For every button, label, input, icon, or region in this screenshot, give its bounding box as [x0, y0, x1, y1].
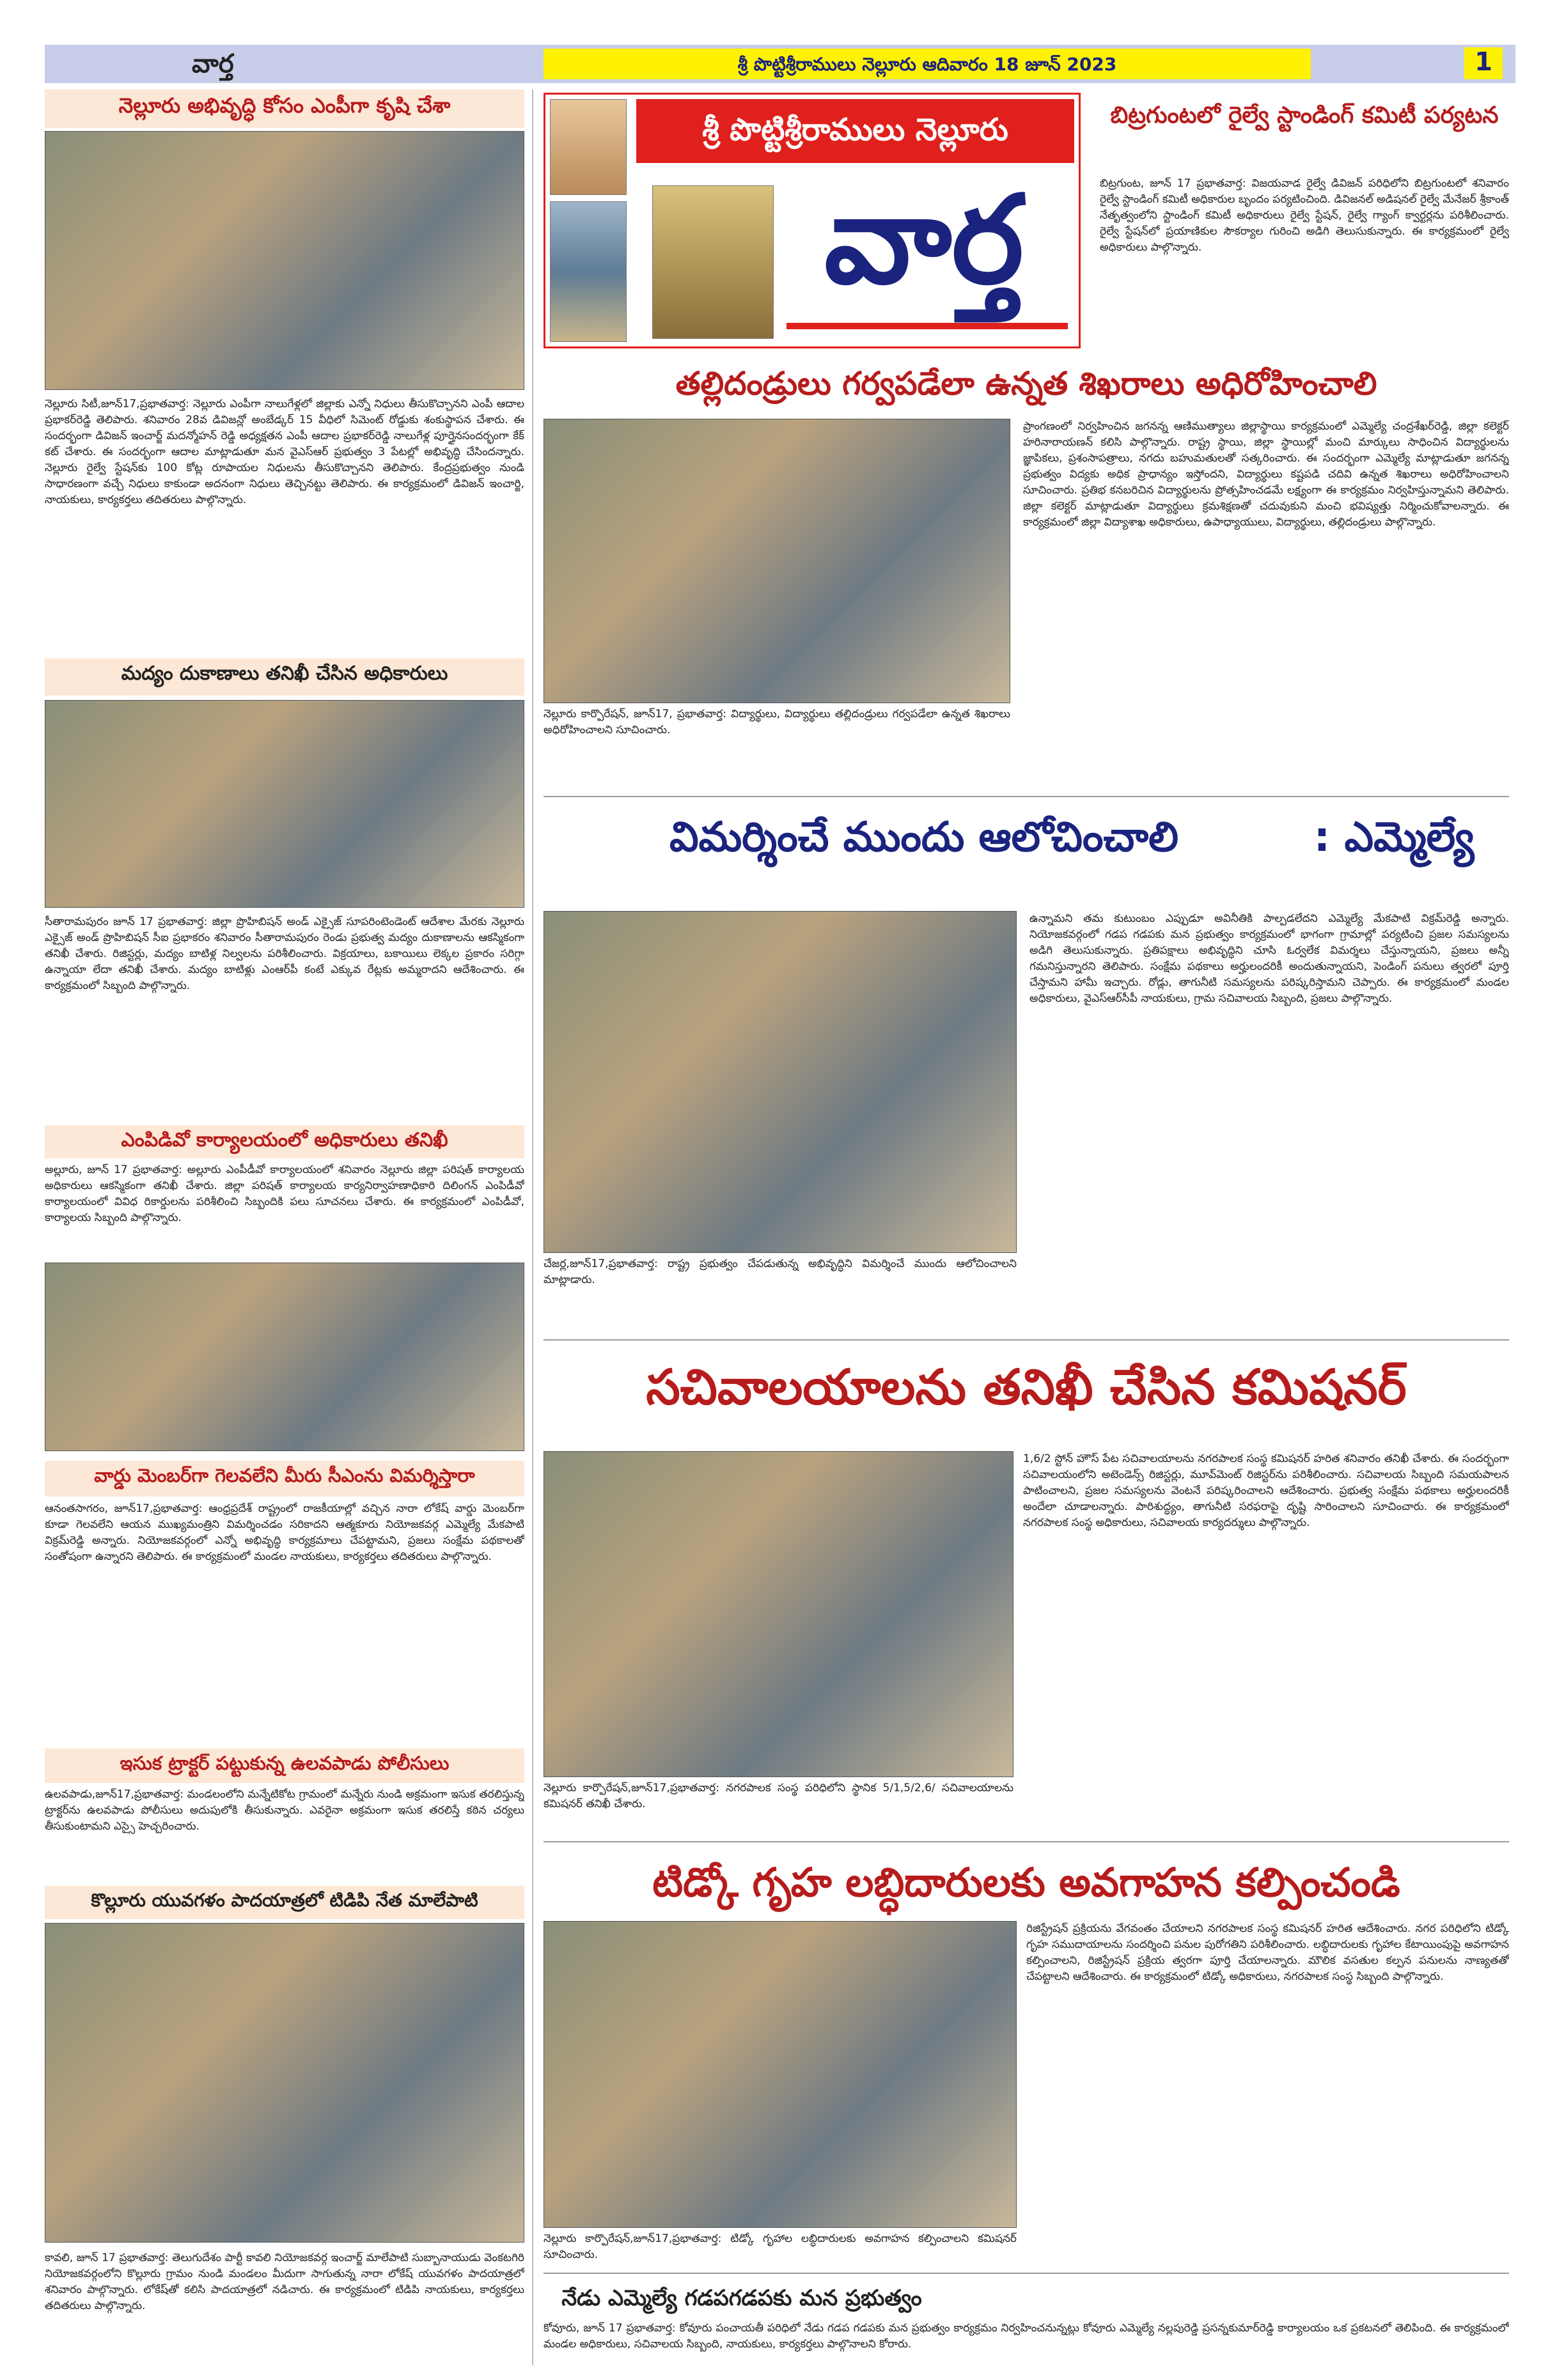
masthead-logo: వార్త: [824, 168, 1024, 311]
mla-photo-caption: చేజర్ల,జూన్17,ప్రభాతవార్త: రాష్ట్ర ప్రభుత్వం చేపడుతున్న అభివృద్ధిని విమర్శించే ముందు ఆలోచించాలని మాట్లాడారు.: [544, 1257, 1017, 1286]
think-before-criticize-headline: విమర్శించే ముందు ఆలోచించాలి: [669, 814, 1178, 861]
section-divider: [544, 796, 1509, 797]
parents-proud-headline: తల్లిదండ్రులు గర్వపడేలా ఉన్నత శిఖరాలు అధిరోహించాలి: [675, 365, 1377, 402]
awards-ceremony-photo: [544, 419, 1010, 703]
commissioner-inspection-body: 1,6/2 స్టోన్ హౌస్ పేట సచివాలయాలను నగరపాలక సంస్థ కమిషనర్ హరిత శనివారం తనిఖీ చేశారు. ఈ సందర్భంగా సచివాలయంలోని అటెండెన్స్ రిజిస్టర్లు, మూవ్‌మెంట్ రిజిస్టర్‌ను పరిశీలించారు. సచివాలయ సిబ్బంది సమయపాలన పాటించాలని, ప్రజల సమస్యలను వెంటనే పరిష్కరించాలని ఆదేశించారు. ప్రభుత్వ సంక్షేమ పథకాలు అర్హులందరికీ అందేలా చూడాలన్నారు. పారిశుద్ధ్యం, తాగునీటి సరఫరాపై దృష్టి సారించాలని సూచించారు. ఈ కార్యక్రమంలో నగరపాలక సంస్థ అధికారులు, సచివాలయ కార్యదర్శులు పాల్గొన్నారు.: [1023, 1452, 1509, 1529]
masthead-photo-collage: [550, 201, 627, 342]
left-story2-body: సీతారామపురం జూన్ 17 ప్రభాతవార్త: జిల్లా ప్రొహిబిషన్ అండ్ ఎక్సైజ్ సూపరింటెండెంట్ ఆదేశాల మేరకు నెల్లూరు ఎక్సైజ్ అండ్ ప్రొహిబిషన్ సీఐ ప్రభాకరం శనివారం సీతారామపురం రెండు ప్రభుత్వ మద్యం దుకాణాలను ఆకస్మికంగా తనిఖీ చేశారు. రిజిస్టర్లు, మద్యం బాటిళ్ల నిల్వలను పరిశీలించారు. విక్రయాలు, బకాయిలు లెక్కల ప్రకారం సరిగ్గా ఉన్నాయా లేదా తనిఖీ చేశారు. మద్యం బాటిళ్లు ఎంఆర్‌పీ కంటే ఎక్కువ రేట్లకు అమ్మరాదని ఆదేశించారు. ఈ కార్యక్రమంలో సిబ్బంది పాల్గొన్నారు.: [45, 915, 524, 992]
left-story2-photo: [45, 700, 524, 908]
left-story5-body: ఉలవపాడు,జూన్17,ప్రభాతవార్త: మండలంలోని మన్నేటికోట గ్రామంలో మన్నేరు నుండి అక్రమంగా ఇసుక తరలిస్తున్న ట్రాక్టర్‌ను ఉలవపాడు పోలీసులు అదుపులోకి తీసుకున్నారు. ఎవరైనా అక్రమంగా ఇసుక తరలిస్తే కఠిన చర్యలు తీసుకుంటామని ఎస్సై హెచ్చరించారు.: [45, 1788, 524, 1833]
gadapa-gadapa-body: కోవూరు, జూన్ 17 ప్రభాతవార్త: కోవూరు పంచాయతీ పరిధిలో నేడు గడప గడపకు మన ప్రభుత్వం కార్యక్రమం నిర్వహించనున్నట్లు కోవూరు ఎమ్మెల్యే నల్లపురెడ్డి ప్రసన్నకుమార్‌రెడ్డి కార్యాలయం ఒక ప్రకటనలో తెలిపింది. ఈ కార్యక్రమంలో మండల అధికారులు, సచివాలయ సిబ్బంది, నాయకులు, కార్యకర్తలు పాల్గొనాలని కోరారు.: [544, 2322, 1509, 2351]
section-divider: [544, 2273, 1509, 2274]
commissioner-photo-caption: నెల్లూరు కార్పొరేషన్,జూన్17,ప్రభాతవార్త: నగరపాలక సంస్థ పరిధిలోని స్థానిక 5/1,5/2,6/ సచివాలయాలను కమిషనర్ తనిఖీ చేశారు.: [544, 1782, 1013, 1810]
left-story3-body: అల్లూరు, జూన్ 17 ప్రభాతవార్త: అల్లూరు ఎంపీడీవో కార్యాలయంలో శనివారం నెల్లూరు జిల్లా పరిషత్ కార్యాలయ అధికారులు ఆకస్మికంగా తనిఖీ చేశారు. జిల్లా పరిషత్ కార్యాలయ కార్యనిర్వాహణాధికారి దిలింగన్ ఎంపిడీవో కార్యాలయంలో వివిధ రికార్డులను పరిశీలించి సిబ్బందికి పలు సూచనలు చేశారు. ఈ కార్యక్రమంలో ఎంపిడీవో, కార్యాలయ సిబ్బంది పాల్గొన్నారు.: [45, 1163, 524, 1224]
left-story3-headline: ఎంపిడివో కార్యాలయంలో అధికారులు తనిఖీ: [45, 1125, 524, 1158]
commissioner-inspection-headline: సచివాలయాలను తనిఖీ చేసిన కమిషనర్: [646, 1358, 1407, 1415]
tidco-housing-headline: టిడ్కో గృహ లబ్ధిదారులకు అవగాహన కల్పించండి: [652, 1859, 1400, 1906]
left-story1-photo: [45, 131, 524, 390]
masthead-district: శ్రీ పొట్టిశ్రీరాములు నెల్లూరు: [636, 99, 1074, 163]
mla-village-visit-photo: [544, 911, 1017, 1253]
founder-portrait: [550, 99, 627, 195]
awards-photo-caption: నెల్లూరు కార్పొరేషన్, జూన్17, ప్రభాతవార్త: విద్యార్థులు, విద్యార్థులు తల్లిదండ్రులు గర్వపడేలా ఉన్నత శిఖరాలు అధిరోహించాలని సూచించారు.: [544, 708, 1010, 736]
gadapa-gadapa-headline: నేడు ఎమ్మెల్యే గడపగడపకు మన ప్రభుత్వం: [561, 2285, 922, 2311]
parents-proud-body: ప్రాంగణంలో నిర్వహించిన జగనన్న ఆణిముత్యాలు జిల్లాస్థాయి కార్యక్రమంలో ఎమ్మెల్యే చంద్రశేఖర్‌రెడ్డి, జిల్లా కలెక్టర్ హరినారాయణన్ కలిసి పాల్గొన్నారు. రాష్ట్ర స్థాయి, జిల్లా స్థాయిల్లో మంచి మార్కులు సాధించిన విద్యార్థులను జ్ఞాపికలు, ప్రశంసాపత్రాలు, నగదు బహుమతులతో సత్కరించారు. ఈ సందర్భంగా ఎమ్మెల్యే మాట్లాడుతూ జగనన్న ప్రభుత్వం విద్యకు అధిక ప్రాధాన్యం ఇస్తోందని, విద్యార్థులు కష్టపడి చదివి ఉన్నత శిఖరాలు అధిరోహించాలని సూచించారు. ప్రతిభ కనబరిచిన విద్యార్థులను ప్రోత్సహించడమే లక్ష్యంగా ఈ కార్యక్రమం నిర్వహిస్తున్నామని తెలిపారు. జిల్లా కలెక్టర్ మాట్లాడుతూ విద్యార్థులు క్రమశిక్షణతో చదువుకుని మంచి భవిష్యత్తు నిర్మించుకోవాలన్నారు. ఈ కార్యక్రమంలో జిల్లా విద్యాశాఖ అధికారులు, ఉపాధ్యాయులు, విద్యార్థులు, తల్లిదండ్రులు పాల్గొన్నారు.: [1023, 420, 1509, 529]
left-story2-headline: మద్యం దుకాణాలు తనిఖీ చేసిన అధికారులు: [45, 658, 524, 696]
left-story4-body: ఆనంతసాగరం, జూన్17,ప్రభాతవార్త: ఆంధ్రప్రదేశ్ రాష్ట్రంలో రాజకీయాల్లో వచ్చిన నారా లోకేష్ వార్డు మెంబర్‌గా కూడా గెలవలేని ఆయన ముఖ్యమంత్రిని విమర్శించడం సరికాదని ఆత్మకూరు నియోజకవర్గ ఎమ్మెల్యే మేకపాటి విక్రమ్‌రెడ్డి అన్నారు. నియోజకవర్గంలో ఎన్నో అభివృద్ధి కార్యక్రమాలు చేపట్టామని, ప్రజలు సంక్షేమ పథకాలతో సంతోషంగా ఉన్నారని తెలిపారు. ఈ కార్యక్రమంలో మండల నాయకులు, కార్యకర్తలు తదితరులు పాల్గొన్నారు.: [45, 1502, 524, 1563]
left-story1-body: నెల్లూరు సిటీ,జూన్17,ప్రభాతవార్త: నెల్లూరు ఎంపీగా నాలుగేళ్లలో జిల్లాకు ఎన్నో నిధులు తీసుకొచ్చానని ఎంపీ ఆదాల ప్రభాకర్‌రెడ్డి తెలిపారు. శనివారం 28వ డివిజన్లో అంబేడ్కర్ 15 వీధిలో సిమెంట్ రోడ్డుకు శంకుస్థాపన చేశారు. ఈ సందర్భంగా డివిజన్ ఇంచార్జ్ మదన్మోహన్ రెడ్డి అధ్యక్షతన ఎంపీ ఆదాల ప్రభాకర్‌రెడ్డి నాలుగేళ్ల పూర్తైనసందర్భంగా కేక్ కట్ చేశారు. ఈ సందర్భంగా ఆదాల మాట్లాడుతూ మన వైఎస్ఆర్ ప్రభుత్వం 3 పేటల్లో అభివృద్ధి చేసిందన్నారు. నెల్లూరు రైల్వే స్టేషన్‌కు 100 కోట్ల రూపాయల నిధులను తీసుకొచ్చానని తెలిపారు. కేంద్రప్రభుత్వం నుండి సాధారణంగా వచ్చే నిధులు కాకుండా అదనంగా నిధులు తెచ్చినట్టు తెలిపారు. ఈ కార్యక్రమంలో డివిజన్ ఇంచార్జి, నాయకులు, కార్యకర్తలు తదితరులు పాల్గొన్నారు.: [45, 398, 524, 506]
banner-edition-date: శ్రీ పొట్టిశ్రీరాములు నెల్లూరు ఆదివారం 18 జూన్ 2023: [544, 49, 1311, 79]
left-story6-headline: కొల్లూరు యువగళం పాదయాత్రలో టిడిపి నేత మాలేపాటి: [45, 1886, 524, 1919]
railway-committee-body: బిట్రగుంట, జూన్ 17 ప్రభాతవార్త: విజయవాడ రైల్వే డివిజన్ పరిధిలోని బిట్రగుంటలో శనివారం రైల్వే స్టాండింగ్ కమిటీ అధికారుల బృందం పర్యటించింది. డివిజనల్ అడిషనల్ రైల్వే మేనేజర్ శ్రీకాంత్ నేతృత్వంలోని స్టాండింగ్ కమిటీ అధికారులు రైల్వే స్టేషన్, రైల్వే గ్యాంగ్ క్వార్టర్లను పరిశీలించారు. రైల్వే స్టేషన్‌లో ప్రయాణికుల సౌకర్యాల గురించి అడిగి తెలుసుకున్నారు. ఈ కార్యక్రమంలో రైల్వే అధికారులు పాల్గొన్నారు.: [1100, 177, 1509, 254]
page-number: 1: [1464, 47, 1503, 79]
tidco-meeting-photo: [544, 1921, 1017, 2228]
left-story1-headline: నెల్లూరు అభివృద్ధి కోసం ఎంపీగా కృషి చేశా: [45, 89, 524, 128]
think-before-criticize-body: ఉన్నామని తమ కుటుంబం ఎప్పుడూ అవినీతికి పాల్పడలేదని ఎమ్మెల్యే మేకపాటి విక్రమ్‌రెడ్డి అన్నారు. నియోజకవర్గంలో గడప గడపకు మన ప్రభుత్వం కార్యక్రమంలో భాగంగా గ్రామాల్లో పర్యటించి ప్రజల సమస్యలను అడిగి తెలుసుకున్నారు. ప్రతిపక్షాలు అభివృద్ధిని చూసి ఓర్వలేక విమర్శలు చేస్తున్నాయని, ప్రజలు అన్నీ గమనిస్తున్నారని తెలిపారు. సంక్షేమ పథకాలు అర్హులందరికీ అందుతున్నాయని, పెండింగ్ పనులు త్వరలో పూర్తి చేస్తామని హామీ ఇచ్చారు. రోడ్లు, తాగునీటి సమస్యలను పరిష్కరిస్తామని చెప్పారు. ఈ కార్యక్రమంలో మండల అధికారులు, వైఎస్ఆర్‌సీపీ నాయకులు, గ్రామ సచివాలయ సిబ్బంది, ప్రజలు పాల్గొన్నారు.: [1029, 912, 1509, 1005]
masthead-underline: [786, 323, 1068, 329]
left-story5-headline: ఇసుక ట్రాక్టర్ పట్టుకున్న ఉలవపాడు పోలీసులు: [45, 1748, 524, 1783]
tidco-housing-body: రిజిస్ట్రేషన్ ప్రక్రియను వేగవంతం చేయాలని నగరపాలక సంస్థ కమిషనర్ హరిత ఆదేశించారు. నగర పరిధిలోని టిడ్కో గృహ సముదాయాలను సందర్శించి పనుల పురోగతిని పరిశీలించారు. లబ్ధిదారులకు గృహాల కేటాయింపుపై అవగాహన కల్పించాలని, రిజిస్ట్రేషన్ ప్రక్రియ త్వరగా పూర్తి చేయాలన్నారు. మౌలిక వసతుల కల్పన పనులను నాణ్యతతో చేపట్టాలని ఆదేశించారు. ఈ కార్యక్రమంలో టిడ్కో అధికారులు, నగరపాలక సంస్థ సిబ్బంది పాల్గొన్నారు.: [1026, 1922, 1509, 1983]
tidco-photo-caption: నెల్లూరు కార్పొరేషన్,జూన్17,ప్రభాతవార్త: టిడ్కో గృహాల లబ్ధిదారులకు అవగాహన కల్పించాలని కమిషనర్ సూచించారు.: [544, 2232, 1017, 2261]
left-story3-photo: [45, 1263, 524, 1451]
left-story6-photo: [45, 1923, 524, 2243]
left-story6-body: కావలి, జూన్ 17 ప్రభాతవార్త: తెలుగుదేశం పార్టీ కావలి నియోజకవర్గ ఇంచార్జ్ మాలేపాటి సుబ్బానాయుడు వెంకటగిరి నియోజకవర్గంలోని కొల్లూరు గ్రామం నుండి మండలం మీదుగా సాగుతున్న నారా లోకేష్ యువగళం పాదయాత్రలో శనివారం పాల్గొన్నారు. లోకేష్‌తో కలిసి పాదయాత్రలో నడిచారు. ఈ కార్యక్రమంలో టిడిపి నాయకులు, కార్యకర్తలు తదితరులు పాల్గొన్నారు.: [45, 2252, 524, 2312]
temple-gopuram-image: [652, 185, 774, 339]
banner-paper-name: వార్త: [192, 49, 234, 79]
sachivalayam-inspection-photo: [544, 1451, 1013, 1777]
section-divider: [544, 1339, 1509, 1341]
left-story4-headline: వార్డు మెంబర్‌గా గెలవలేని మీరు సీఎంను విమర్శిస్తారా: [45, 1461, 524, 1497]
railway-committee-headline: బిట్రగుంటలో రైల్వే స్టాండింగ్ కమిటీ పర్యటన: [1110, 102, 1499, 128]
think-before-criticize-headline-mla: : ఎమ్మెల్యే: [1313, 814, 1475, 861]
section-divider: [544, 1841, 1509, 1842]
column-divider: [532, 89, 533, 2365]
